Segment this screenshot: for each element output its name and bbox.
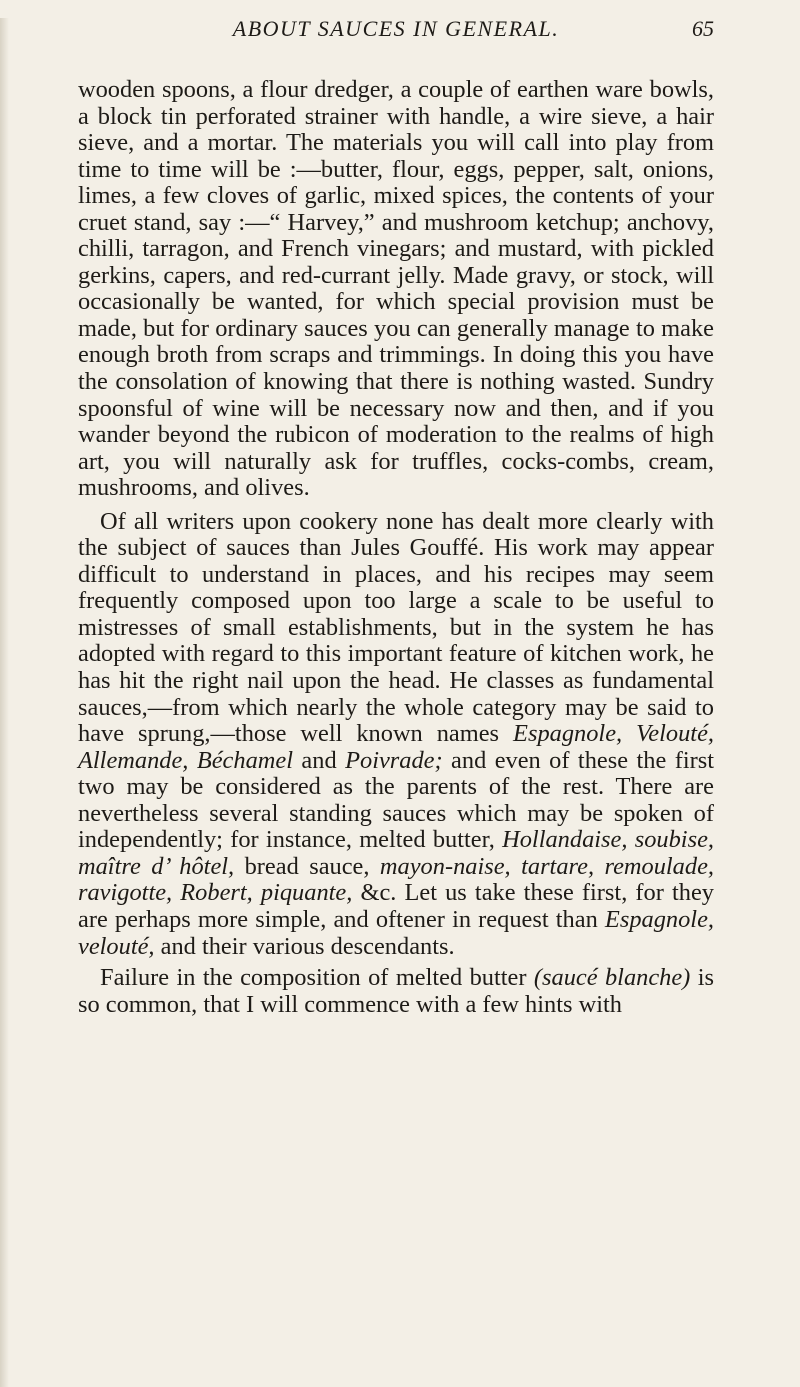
text-segment: and their various descendants. bbox=[154, 932, 455, 960]
running-title: ABOUT SAUCES IN GENERAL. bbox=[232, 16, 560, 41]
paragraph-2 bbox=[78, 509, 714, 960]
italic-sauce-names: Espagnole, velouté, bbox=[78, 905, 714, 960]
page-gutter-shadow bbox=[0, 18, 9, 1387]
italic-sauce-name: Poivrade; bbox=[345, 746, 443, 774]
page-number: 65 bbox=[692, 16, 714, 41]
body-text bbox=[78, 77, 714, 1018]
italic-sauce-names: mayon-naise, tartare, remoulade, ravigotte, Robert, piquante, bbox=[78, 852, 714, 907]
italic-sauce-name: (saucé blanche) bbox=[533, 964, 691, 992]
text-segment: is so common, that I will commence with a few hints with bbox=[78, 964, 714, 1018]
text-segment: Failure in the composition of melted butter bbox=[100, 964, 534, 992]
book-page bbox=[0, 18, 800, 1387]
text-segment: bread sauce, bbox=[234, 852, 380, 880]
text-segment: &c. Let us take these first, for they are perhaps more simple, and oftener in request than bbox=[78, 879, 714, 933]
italic-sauce-names: Espagnole, Velouté, Allemande, Béchamel bbox=[78, 720, 714, 774]
paragraph-3 bbox=[78, 965, 714, 1018]
running-head bbox=[78, 18, 714, 40]
paragraph-1 bbox=[78, 77, 714, 502]
text-segment: and even of these the first two may be considered as the parents of the rest. There are nevertheless several standing sauces which may be spoken of independently; for instance, melted butter, bbox=[78, 746, 714, 854]
text-segment: Of all writers upon cookery none has dealt more clearly with the subject of sauces than Jules Gouffé. His work may appear difficult to understand in places, and his recipes may seem frequently composed upon too large a scale to be useful to mistresses of small establishments, but in the system he has adopted with regard to this important feature of kitchen work, he has hit the right nail upon the head. He classes as fundamental sauces,—from which nearly the whole category may be said to have sprung,—those well known names bbox=[78, 507, 714, 748]
italic-sauce-names: Hollandaise, soubise, maître d’ hôtel, bbox=[78, 826, 714, 880]
text-segment: wooden spoons, a flour dredger, a couple of earthen ware bowls, a block tin perforated strainer with handle, a wire sieve, a hair sieve, and a mortar. The materials you will call into play from time to time will be :—butter, flour, eggs, pepper, salt, onions, limes, a few cloves of garlic, mixed spices, the contents of your cruet stand, say :—“ Harvey,” and mushroom ketchup; anchovy, chilli, tarragon, and French vinegars; and mustard, with pickled gerkins, capers, and red-currant jelly. Made gravy, or stock, will occasionally be wanted, for which special provision must be made, but for ordinary sauces you can generally manage to make enough broth from scraps and trimmings. In doing this you have the consolation of knowing that there is nothing wasted. Sundry spoonsful of wine will be necessary now and then, and if you wander beyond the rubicon of moderation to the realms of high art, you will naturally ask for truffles, cocks-combs, cream, mushrooms, and olives. bbox=[78, 76, 714, 502]
text-segment: and bbox=[293, 746, 346, 774]
